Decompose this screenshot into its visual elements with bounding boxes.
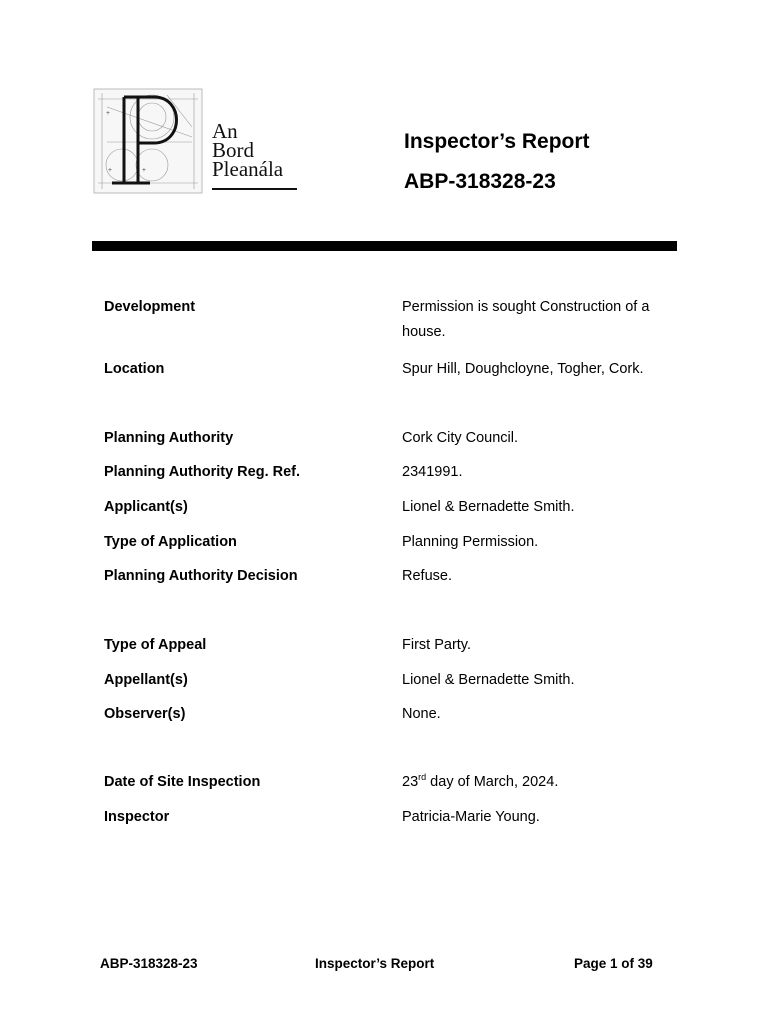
field-value: Cork City Council. bbox=[402, 430, 519, 446]
logo-line-pleanala: Pleanála bbox=[212, 157, 284, 181]
logo-wordmark bbox=[212, 119, 284, 181]
field-value: First Party. bbox=[402, 637, 472, 653]
logo-p-monogram-icon bbox=[92, 87, 204, 195]
field-value: Planning Permission. bbox=[402, 534, 539, 550]
field-label: Observer(s) bbox=[104, 706, 186, 722]
field-value: Spur Hill, Doughcloyne, Togher, Cork. bbox=[402, 361, 644, 377]
logo-line-bord: Bord bbox=[212, 138, 254, 162]
field-label: Planning Authority bbox=[104, 430, 234, 446]
footer-page-number: Page 1 of 39 bbox=[574, 956, 653, 971]
field-value bbox=[402, 770, 684, 795]
field-value: 2341991. bbox=[402, 464, 463, 480]
date-rest: day of March, 2024. bbox=[426, 774, 559, 790]
field-label: Development bbox=[104, 299, 196, 315]
date-ordinal-suffix: rd bbox=[418, 772, 427, 783]
field-value: None. bbox=[402, 706, 441, 722]
field-value: Lionel & Bernadette Smith. bbox=[402, 672, 575, 688]
logo-underline bbox=[212, 188, 297, 190]
header-divider bbox=[92, 241, 677, 251]
field-value: Patricia-Marie Young. bbox=[402, 809, 540, 825]
svg-text:+: + bbox=[142, 166, 146, 174]
logo-line-an: An bbox=[212, 119, 238, 143]
svg-text:+: + bbox=[106, 109, 110, 117]
field-label: Planning Authority Reg. Ref. bbox=[104, 464, 301, 480]
field-value: Permission is sought Construction of a house. bbox=[402, 299, 650, 340]
report-title-block bbox=[404, 128, 590, 196]
field-label: Applicant(s) bbox=[104, 499, 188, 515]
footer-title: Inspector’s Report bbox=[315, 956, 435, 971]
field-label: Type of Appeal bbox=[104, 637, 207, 653]
field-label: Appellant(s) bbox=[104, 672, 188, 688]
field-label: Planning Authority Decision bbox=[104, 568, 298, 584]
report-title: Inspector’s Report bbox=[404, 130, 590, 153]
date-day: 23 bbox=[402, 774, 419, 790]
field-label: Type of Application bbox=[104, 534, 237, 550]
footer-reference: ABP-318328-23 bbox=[100, 956, 198, 971]
svg-text:+: + bbox=[108, 166, 112, 174]
field-value: Refuse. bbox=[402, 568, 452, 584]
field-label: Location bbox=[104, 361, 165, 377]
report-reference: ABP-318328-23 bbox=[404, 170, 556, 193]
field-label: Date of Site Inspection bbox=[104, 774, 261, 790]
field-value: Lionel & Bernadette Smith. bbox=[402, 499, 575, 515]
field-label: Inspector bbox=[104, 809, 170, 825]
an-bord-pleanala-logo bbox=[92, 87, 302, 195]
